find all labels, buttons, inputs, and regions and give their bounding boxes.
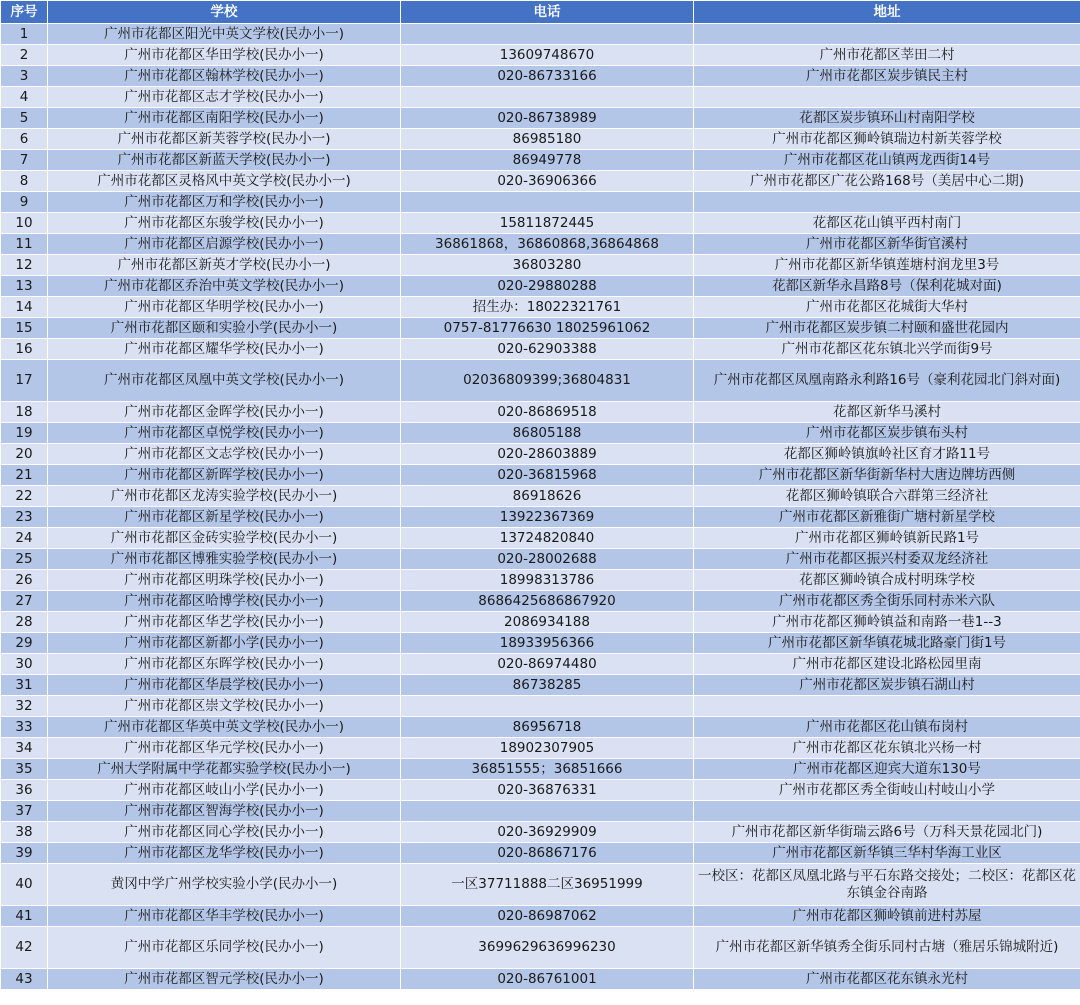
phone-number: 020-86869518 xyxy=(401,402,694,423)
table-row xyxy=(1,801,1080,822)
table-row xyxy=(1,402,1080,423)
table-row xyxy=(1,486,1080,507)
table-row xyxy=(1,570,1080,591)
address: 花都区花山镇平西村南门 xyxy=(694,213,1080,234)
table-row xyxy=(1,780,1080,801)
address: 花都区狮岭镇旗岭社区育才路11号 xyxy=(694,444,1080,465)
table-row xyxy=(1,87,1080,108)
row-number: 17 xyxy=(1,360,48,402)
address: 广州市花都区花东镇北兴学而街9号 xyxy=(694,339,1080,360)
phone-number: 020-86733166 xyxy=(401,66,694,87)
table-row xyxy=(1,108,1080,129)
address: 花都区狮岭镇合成村明珠学校 xyxy=(694,570,1080,591)
phone-number: 3699629636996230 xyxy=(401,927,694,969)
phone-number: 86805188 xyxy=(401,423,694,444)
phone-number: 15811872445 xyxy=(401,213,694,234)
table-row xyxy=(1,549,1080,570)
address: 广州市花都区秀全街乐同村赤米六队 xyxy=(694,591,1080,612)
school-name: 广州市花都区文志学校(民办小一) xyxy=(48,444,401,465)
phone-number: 86956718 xyxy=(401,717,694,738)
table-row xyxy=(1,318,1080,339)
school-name: 广州市花都区志才学校(民办小一) xyxy=(48,87,401,108)
phone-number: 13609748670 xyxy=(401,45,694,66)
address: 广州市花都区振兴村委双龙经济社 xyxy=(694,549,1080,570)
school-name: 广州市花都区新星学校(民办小一) xyxy=(48,507,401,528)
row-number: 37 xyxy=(1,801,48,822)
table-row xyxy=(1,444,1080,465)
address: 花都区新华永昌路8号（保利花城对面) xyxy=(694,276,1080,297)
school-name: 广州市花都区启源学校(民办小一) xyxy=(48,234,401,255)
address: 广州市花都区新华街官溪村 xyxy=(694,234,1080,255)
school-name: 广州市花都区万和学校(民办小一) xyxy=(48,192,401,213)
school-name: 广州市花都区同心学校(民办小一) xyxy=(48,822,401,843)
address: 广州市花都区炭步镇二村颐和盛世花园内 xyxy=(694,318,1080,339)
phone-number: 18902307905 xyxy=(401,738,694,759)
phone-number: 020-28002688 xyxy=(401,549,694,570)
row-number: 14 xyxy=(1,297,48,318)
address: 广州市花都区新华镇三华村华海工业区 xyxy=(694,843,1080,864)
address: 广州市花都区狮岭镇瑞边村新芙蓉学校 xyxy=(694,129,1080,150)
table-row xyxy=(1,675,1080,696)
address xyxy=(694,192,1080,213)
table-row xyxy=(1,738,1080,759)
phone-number: 86918626 xyxy=(401,486,694,507)
row-number: 10 xyxy=(1,213,48,234)
phone-number: 020-62903388 xyxy=(401,339,694,360)
header-row xyxy=(1,1,1080,24)
table-row xyxy=(1,45,1080,66)
row-number: 15 xyxy=(1,318,48,339)
row-number: 6 xyxy=(1,129,48,150)
address: 广州市花都区新华街新华村大唐边牌坊西侧 xyxy=(694,465,1080,486)
row-number: 32 xyxy=(1,696,48,717)
school-name: 广州市花都区颐和实验小学(民办小一) xyxy=(48,318,401,339)
phone-number: 8686425686867920 xyxy=(401,591,694,612)
table-row xyxy=(1,696,1080,717)
address: 广州市花都区迎宾大道东130号 xyxy=(694,759,1080,780)
address: 广州市花都区莘田二村 xyxy=(694,45,1080,66)
address: 广州市花都区花东镇北兴杨一村 xyxy=(694,738,1080,759)
row-number: 30 xyxy=(1,654,48,675)
row-number: 9 xyxy=(1,192,48,213)
phone-number: 86738285 xyxy=(401,675,694,696)
school-name: 广州市花都区新蓝天学校(民办小一) xyxy=(48,150,401,171)
table-row xyxy=(1,507,1080,528)
phone-number: 020-86867176 xyxy=(401,843,694,864)
table-row xyxy=(1,66,1080,87)
table-row xyxy=(1,969,1080,990)
address: 广州市花都区花山镇布岗村 xyxy=(694,717,1080,738)
table-row xyxy=(1,234,1080,255)
table-row xyxy=(1,339,1080,360)
phone-number xyxy=(401,696,694,717)
phone-number: 020-28603889 xyxy=(401,444,694,465)
row-number: 18 xyxy=(1,402,48,423)
address: 广州市花都区花东镇永光村 xyxy=(694,969,1080,990)
table-row xyxy=(1,297,1080,318)
phone-number: 一区37711888二区36951999 xyxy=(401,864,694,906)
school-name: 广州市花都区智元学校(民办小一) xyxy=(48,969,401,990)
phone-number: 13922367369 xyxy=(401,507,694,528)
table-row xyxy=(1,843,1080,864)
row-number: 23 xyxy=(1,507,48,528)
school-name: 广州市花都区凤凰中英文学校(民办小一) xyxy=(48,360,401,402)
phone-number: 18998313786 xyxy=(401,570,694,591)
school-name: 黄冈中学广州学校实验小学(民办小一) xyxy=(48,864,401,906)
phone-number: 020-36876331 xyxy=(401,780,694,801)
table-row xyxy=(1,423,1080,444)
phone-number: 020-86987062 xyxy=(401,906,694,927)
row-number: 27 xyxy=(1,591,48,612)
school-name: 广州市花都区翰林学校(民办小一) xyxy=(48,66,401,87)
address: 广州市花都区广花公路168号（美居中心二期) xyxy=(694,171,1080,192)
school-name: 广州大学附属中学花都实验学校(民办小一) xyxy=(48,759,401,780)
school-name: 广州市花都区卓悦学校(民办小一) xyxy=(48,423,401,444)
row-number: 22 xyxy=(1,486,48,507)
header-no: 序号 xyxy=(1,1,48,24)
header-school: 学校 xyxy=(48,1,401,24)
row-number: 42 xyxy=(1,927,48,969)
phone-number xyxy=(401,24,694,45)
row-number: 5 xyxy=(1,108,48,129)
address: 广州市花都区新雅街广塘村新星学校 xyxy=(694,507,1080,528)
school-name: 广州市花都区华艺学校(民办小一) xyxy=(48,612,401,633)
school-name: 广州市花都区南阳学校(民办小一) xyxy=(48,108,401,129)
address: 花都区狮岭镇联合六群第三经济社 xyxy=(694,486,1080,507)
phone-number: 020-86761001 xyxy=(401,969,694,990)
address: 花都区新华马溪村 xyxy=(694,402,1080,423)
table-row xyxy=(1,633,1080,654)
row-number: 34 xyxy=(1,738,48,759)
school-name: 广州市花都区龙华学校(民办小一) xyxy=(48,843,401,864)
school-name: 广州市花都区华田学校(民办小一) xyxy=(48,45,401,66)
table-row xyxy=(1,150,1080,171)
phone-number xyxy=(401,801,694,822)
phone-number: 020-29880288 xyxy=(401,276,694,297)
school-name: 广州市花都区金晖学校(民办小一) xyxy=(48,402,401,423)
address: 广州市花都区秀全街岐山村岐山小学 xyxy=(694,780,1080,801)
school-name: 广州市花都区华英中英文学校(民办小一) xyxy=(48,717,401,738)
school-name: 广州市花都区乐同学校(民办小一) xyxy=(48,927,401,969)
school-name: 广州市花都区新芙蓉学校(民办小一) xyxy=(48,129,401,150)
phone-number: 020-36929909 xyxy=(401,822,694,843)
row-number: 24 xyxy=(1,528,48,549)
phone-number: 86985180 xyxy=(401,129,694,150)
table-row xyxy=(1,24,1080,45)
table-row xyxy=(1,528,1080,549)
row-number: 3 xyxy=(1,66,48,87)
school-name: 广州市花都区华明学校(民办小一) xyxy=(48,297,401,318)
address: 广州市花都区新华镇花城北路豪门街1号 xyxy=(694,633,1080,654)
school-name: 广州市花都区灵格风中英文学校(民办小一) xyxy=(48,171,401,192)
school-name: 广州市花都区哈博学校(民办小一) xyxy=(48,591,401,612)
phone-number xyxy=(401,192,694,213)
phone-number xyxy=(401,87,694,108)
address: 广州市花都区狮岭镇前进村苏屋 xyxy=(694,906,1080,927)
school-name: 广州市花都区博雅实验学校(民办小一) xyxy=(48,549,401,570)
school-name: 广州市花都区新都小学(民办小一) xyxy=(48,633,401,654)
header-address: 地址 xyxy=(694,1,1080,24)
row-number: 31 xyxy=(1,675,48,696)
address: 广州市花都区凤凰南路永利路16号（豪利花园北门斜对面) xyxy=(694,360,1080,402)
address: 广州市花都区炭步镇布头村 xyxy=(694,423,1080,444)
address: 广州市花都区狮岭镇益和南路一巷1--3 xyxy=(694,612,1080,633)
row-number: 12 xyxy=(1,255,48,276)
table-row xyxy=(1,276,1080,297)
phone-number: 020-86738989 xyxy=(401,108,694,129)
row-number: 8 xyxy=(1,171,48,192)
address: 广州市花都区建设北路松园里南 xyxy=(694,654,1080,675)
phone-number: 36851555；36851666 xyxy=(401,759,694,780)
table-body xyxy=(1,24,1080,990)
phone-number: 招生办：18022321761 xyxy=(401,297,694,318)
table-row xyxy=(1,360,1080,402)
row-number: 20 xyxy=(1,444,48,465)
phone-number: 02036809399;36804831 xyxy=(401,360,694,402)
row-number: 25 xyxy=(1,549,48,570)
row-number: 39 xyxy=(1,843,48,864)
address: 广州市花都区花城街大华村 xyxy=(694,297,1080,318)
school-name: 广州市花都区华晨学校(民办小一) xyxy=(48,675,401,696)
table-row xyxy=(1,192,1080,213)
school-name: 广州市花都区崇文学校(民办小一) xyxy=(48,696,401,717)
table-row xyxy=(1,864,1080,906)
address: 一校区：花都区凤凰北路与平石东路交接处；二校区：花都区花东镇金谷南路 xyxy=(694,864,1080,906)
table-row xyxy=(1,255,1080,276)
header-phone: 电话 xyxy=(401,1,694,24)
row-number: 41 xyxy=(1,906,48,927)
school-name: 广州市花都区东骏学校(民办小一) xyxy=(48,213,401,234)
school-name: 广州市花都区华丰学校(民办小一) xyxy=(48,906,401,927)
school-name: 广州市花都区金砖实验学校(民办小一) xyxy=(48,528,401,549)
phone-number: 86949778 xyxy=(401,150,694,171)
table-row xyxy=(1,213,1080,234)
row-number: 1 xyxy=(1,24,48,45)
row-number: 4 xyxy=(1,87,48,108)
table-row xyxy=(1,654,1080,675)
address: 花都区炭步镇环山村南阳学校 xyxy=(694,108,1080,129)
address: 广州市花都区新华镇秀全街乐同村古塘（雅居乐锦城附近) xyxy=(694,927,1080,969)
table-row xyxy=(1,129,1080,150)
row-number: 36 xyxy=(1,780,48,801)
school-name: 广州市花都区岐山小学(民办小一) xyxy=(48,780,401,801)
row-number: 11 xyxy=(1,234,48,255)
address xyxy=(694,87,1080,108)
row-number: 40 xyxy=(1,864,48,906)
row-number: 29 xyxy=(1,633,48,654)
table-row xyxy=(1,465,1080,486)
school-name: 广州市花都区耀华学校(民办小一) xyxy=(48,339,401,360)
address: 广州市花都区炭步镇民主村 xyxy=(694,66,1080,87)
address: 广州市花都区狮岭镇新民路1号 xyxy=(694,528,1080,549)
phone-number: 0757-81776630 18025961062 xyxy=(401,318,694,339)
phone-number: 13724820840 xyxy=(401,528,694,549)
school-name: 广州市花都区乔治中英文学校(民办小一) xyxy=(48,276,401,297)
row-number: 7 xyxy=(1,150,48,171)
row-number: 28 xyxy=(1,612,48,633)
school-name: 广州市花都区新英才学校(民办小一) xyxy=(48,255,401,276)
address: 广州市花都区新华镇莲塘村润龙里3号 xyxy=(694,255,1080,276)
phone-number: 36861868，36860868,36864868 xyxy=(401,234,694,255)
row-number: 35 xyxy=(1,759,48,780)
row-number: 16 xyxy=(1,339,48,360)
address: 广州市花都区新华街瑞云路6号（万科天景花园北门) xyxy=(694,822,1080,843)
table-row xyxy=(1,927,1080,969)
school-name: 广州市花都区明珠学校(民办小一) xyxy=(48,570,401,591)
table-row xyxy=(1,171,1080,192)
row-number: 33 xyxy=(1,717,48,738)
row-number: 2 xyxy=(1,45,48,66)
address: 广州市花都区炭步镇石湖山村 xyxy=(694,675,1080,696)
address: 广州市花都区花山镇两龙西街14号 xyxy=(694,150,1080,171)
phone-number: 18933956366 xyxy=(401,633,694,654)
school-name: 广州市花都区华元学校(民办小一) xyxy=(48,738,401,759)
phone-number: 020-36906366 xyxy=(401,171,694,192)
school-name: 广州市花都区东晖学校(民办小一) xyxy=(48,654,401,675)
address xyxy=(694,801,1080,822)
table-row xyxy=(1,822,1080,843)
row-number: 21 xyxy=(1,465,48,486)
row-number: 19 xyxy=(1,423,48,444)
row-number: 26 xyxy=(1,570,48,591)
school-name: 广州市花都区阳光中英文学校(民办小一) xyxy=(48,24,401,45)
address xyxy=(694,696,1080,717)
address xyxy=(694,24,1080,45)
school-name: 广州市花都区新晖学校(民办小一) xyxy=(48,465,401,486)
row-number: 43 xyxy=(1,969,48,990)
school-name: 广州市花都区龙涛实验学校(民办小一) xyxy=(48,486,401,507)
phone-number: 020-36815968 xyxy=(401,465,694,486)
table-row xyxy=(1,591,1080,612)
phone-number: 2086934188 xyxy=(401,612,694,633)
table-row xyxy=(1,612,1080,633)
table-row xyxy=(1,759,1080,780)
school-name: 广州市花都区智海学校(民办小一) xyxy=(48,801,401,822)
table-row xyxy=(1,717,1080,738)
row-number: 38 xyxy=(1,822,48,843)
table-row xyxy=(1,906,1080,927)
phone-number: 020-86974480 xyxy=(401,654,694,675)
phone-number: 36803280 xyxy=(401,255,694,276)
row-number: 13 xyxy=(1,276,48,297)
